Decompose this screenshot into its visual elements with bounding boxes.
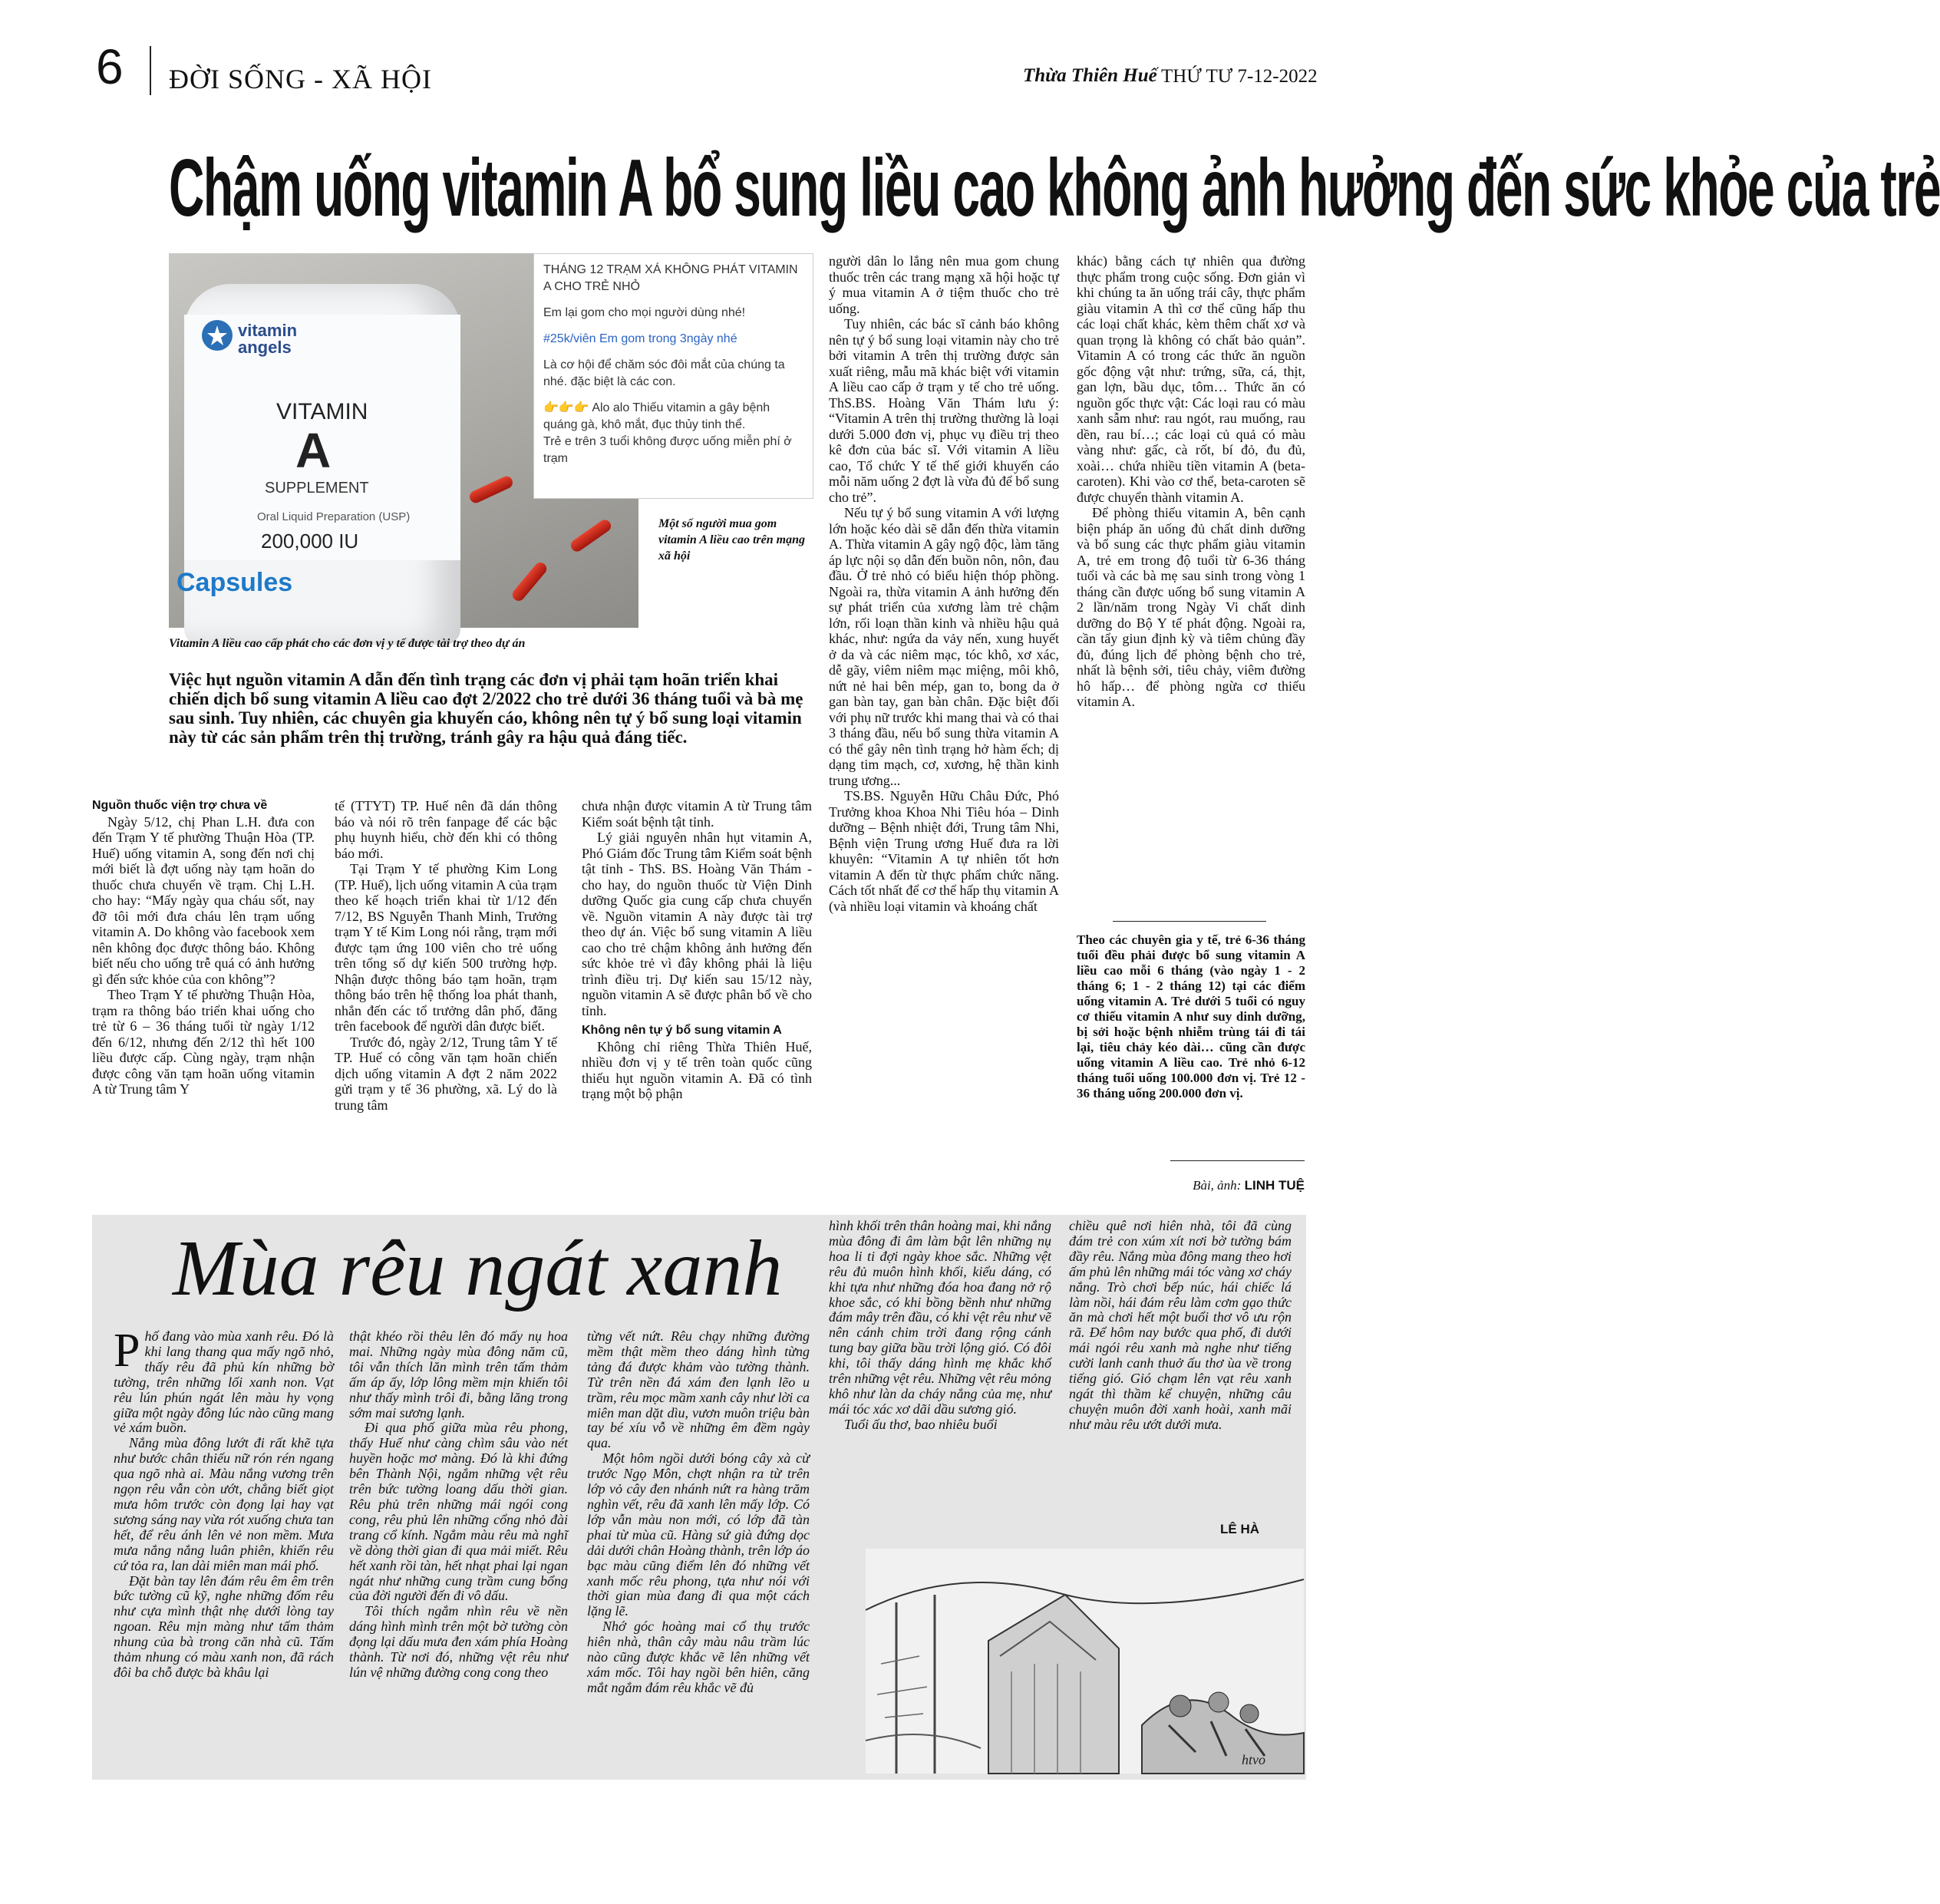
paragraph: Tại Trạm Y tế phường Kim Long (TP. Huế), lịch uống vitamin A của trạm theo kế hoạch triển khai từ 1/12 đến 7/12, BS Nguyễn Thanh Minh, Trưởng trạm Y tế Kim Long nói rằng, trạm mới được tạm ứng 100 viên cho trẻ uống trên tổng số dự kiến 500 trường hợp. Nhận được thông báo tạm hoãn, trạm thông báo trên hệ thống loa phát thanh, nhắn đến các tổ trưởng dân phố, đăng trên facebook để người dân được biết. [335, 861, 557, 1034]
feature-column-3 [587, 1329, 810, 1696]
paragraph: Lý giải nguyên nhân hụt vitamin A, Phó Giám đốc Trung tâm Kiểm soát bệnh tật tỉnh - ThS. BS. Hoàng Văn Thám - cho hay, do nguồn thuốc từ Viện Dinh dưỡng Quốc gia cung cấp chưa chuyển về. Nguồn vitamin A này được tài trợ theo dự án. Việc bổ sung vitamin A liều cao cho trẻ chậm không ảnh hưởng đến sức khỏe trẻ vì đây không phải là liệu trình điều trị. Dự kiến sau 15/12 này, nguồn vitamin A sẽ được phân bổ về cho tỉnh. [582, 830, 812, 1018]
paragraph: Nhớ góc hoàng mai cổ thụ trước hiên nhà, thân cây màu nâu trầm lúc nào cũng được khắc vẽ lên những vết xám mốc. Tôi hay ngồi bên hiên, căng mắt ngắm đám rêu khắc vẽ đủ [587, 1619, 810, 1695]
screenshot-caption: Một số người mua gom vitamin A liều cao trên mạng xã hội [658, 517, 805, 563]
byline-divider [1170, 1160, 1305, 1161]
note-divider [1113, 921, 1266, 922]
bottle-label [177, 315, 460, 597]
paragraph: khác) bằng cách tự nhiên qua đường thực phẩm trong cuộc sống. Đơn giản vì khi chúng ta ăn uống trái cây, thực phẩm giàu vitamin A thì cơ thể cũng hấp thu các loại chất khác, kèm thêm chất xơ và quan trọng là không có chất bảo quản”. Vitamin A có trong các thức ăn nguồn gốc động vật như: trứng, sữa, cá, thịt, gan lợn, bầu dục, tôm… Thức ăn có nguồn gốc thực vật: Các loại rau có màu xanh sẫm như: rau ngót, rau muống, rau dền, rau bí…; các loại củ quả có màu vàng như: gấc, cà rốt, bí đỏ, đu đủ, xoài… chứa nhiều tiền vitamin A (beta-caroten). Khi vào cơ thể, beta-caroten sẽ được chuyển thành vitamin A. [1077, 253, 1305, 505]
section-title: ĐỜI SỐNG - XÃ HỘI [169, 64, 432, 94]
label-supplement: SUPPLEMENT [265, 480, 369, 497]
paragraph: hố đang vào mùa xanh rêu. Đó là khi lang thang qua mấy ngõ nhỏ, thấy rêu đã phủ kín những bờ tường, trên những lối xanh non. Vạt rêu lún phún ngát lên màu hy vọng giữa một ngày đông lúc nào cũng mang vẻ xám buồn. [114, 1328, 334, 1436]
newspaper-name: Thừa Thiên Huế [1023, 65, 1157, 86]
vitamin-angels-logo-icon [201, 319, 233, 351]
bottle-illustration [177, 284, 460, 645]
paragraph: người dân lo lắng nên mua gom chung thuốc trên các trang mạng xã hội hoặc tự ý mua vitamin A ở tiệm thuốc cho trẻ uống. [829, 253, 1059, 316]
article-lead: Việc hụt nguồn vitamin A dẫn đến tình trạng các đơn vị phải tạm hoãn triển khai chiến dịch bổ sung vitamin A liều cao đợt 2/2022 cho trẻ dưới 36 tháng tuổi và bà mẹ sau sinh. Tuy nhiên, các chuyên gia khuyến cáo, không nên tự ý bổ sung loại vitamin này từ các sản phẩm trên thị trường, tránh gây ra hậu quả đáng tiếc. [169, 670, 803, 747]
capsule [467, 474, 514, 505]
paragraph: Tuổi ấu thơ, bao nhiêu buổi [844, 1416, 998, 1432]
paragraph: Trước đó, ngày 2/12, Trung tâm Y tế TP. Huế có công văn tạm hoãn chiến dịch uống vitamin A đợt 2 năm 2022 gửi trạm y tế 36 phường, xã. Lý do là trung tâm [335, 1034, 557, 1113]
feature-column-4 [829, 1219, 1051, 1433]
feature-column-1 [114, 1325, 334, 1681]
paragraph: Để phòng thiếu vitamin A, bên cạnh biện pháp ăn uống đủ chất dinh dưỡng và bổ sung các thực phẩm giàu vitamin A, trẻ em trong độ tuổi từ 6-36 tháng tuổi và các bà mẹ sau sinh trong vòng 1 tháng cần được uống bổ sung vitamin A 2 lần/năm trong Ngày Vi chất dinh dưỡng do Bộ Y tế phát động. Ngoài ra, cần tẩy giun định kỳ và tiêm chủng đầy đủ, đúng lịch để phòng bệnh cho trẻ, nhất là bệnh sởi, tiêu chảy, viêm đường hô hấp… để phòng ngừa cơ thiếu vitamin A. [1077, 505, 1305, 709]
paragraph: Nắng mùa đông lướt đi rất khẽ tựa như bước chân thiếu nữ rón rén ngang qua ngõ nhà ai. Màu nắng vương trên ngọn rêu vẫn còn ướt, chẳng biết giọt mưa hôm trước còn đọng lại hay vạt sương sáng nay vừa rót xuống chưa tan hết, để rêu ánh lên vẻ non mềm. Mưa mưa nắng nắng luân phiên, khiến rêu cứ tỏa ra, lan dài miên man mái phố. [114, 1435, 334, 1573]
feature-column-5 [1069, 1219, 1292, 1433]
capsule [510, 560, 549, 603]
article-column-1 [92, 798, 315, 1097]
label-preparation: Oral Liquid Preparation (USP) [257, 510, 411, 523]
capsule [569, 517, 613, 554]
paragraph: Nếu tự ý bổ sung vitamin A với lượng lớn hoặc kéo dài sẽ dẫn đến thừa vitamin A. Thừa vitamin A gây ngộ độc, làm tăng áp lực nội sọ dẫn đến buồn nôn, nôn, đau đầu. Ở trẻ nhỏ có biểu hiện thóp phồng. Ngoài ra, thừa vitamin A ảnh hưởng đến sự phát triển của xương làm trẻ chậm lớn, rối loạn thần kinh và nhiều hậu quả khác, như: ngứa da vảy nến, xung huyết ở da và các niêm mạc, tóc khô, xơ xác, dễ gãy, viêm niêm mạc miệng, môi khô, nứt nẻ hai bên mép, gan to, bong da ở gan bàn tay, gan bàn chân. Đặc biệt đối với phụ nữ trước khi mang thai và có thai 3 tháng đầu, nếu bổ sung thừa vitamin A có thể gây nên tình trạng hở hàm ếch; dị dạng tim mạch, cơ, xương, hệ thần kinh trung ương... [829, 505, 1059, 788]
label-a: A [295, 423, 332, 478]
screenshot-line: 👉👉👉 Alo alo Thiếu vitamin a gây bệnh quáng gà, khô mắt, đục thủy tinh thể. [543, 401, 770, 431]
feature-title: Mùa rêu ngát xanh [173, 1224, 783, 1312]
drop-cap: P [114, 1325, 140, 1377]
paragraph: TS.BS. Nguyễn Hữu Châu Đức, Phó Trưởng khoa Khoa Nhi Tiêu hóa – Dinh dưỡng – Bệnh nhiệt đới, Trung tâm Nhi, Bệnh viện Trung ương Huế đưa ra lời khuyên: “Vitamin A tự nhiên tốt hơn vitamin A đến từ thực phẩm chức năng. Cách tốt nhất để cơ thể hấp thụ vitamin A (và nhiều loại vitamin và khoáng chất [829, 788, 1059, 914]
paragraph: thật khéo rồi thêu lên đó mấy nụ hoa mai. Những ngày mùa đông năm cũ, tôi vẫn thích lăn mình trên tấm thảm ấm áp ấy, lớp lông mềm mịn khiến tôi như thấy mình trôi đi, bằng lăng trong sớm mai sương lạnh. [349, 1328, 568, 1421]
paragraph: Đặt bàn tay lên đám rêu êm êm trên bức tường cũ kỹ, nghe những đốm rêu như cựa mình thật nhẹ dưới lòng tay ngoan. Rêu mịn màng như tấm thảm nhung của bà trong căn nhà cũ. Tấm thảm nhung có màu xanh non, đã rách đôi ba chỗ được bà khâu lại [114, 1572, 334, 1680]
feature-byline: LÊ HÀ [1220, 1522, 1259, 1536]
screenshot-line: Em lại gom cho mọi người dùng nhé! [543, 306, 746, 319]
expert-note: Theo các chuyên gia y tế, trẻ 6-36 tháng tuổi đều phải được bổ sung vitamin A liều cao mỗi 6 tháng (vào ngày 1 - 2 tháng 6; 1 - 2 tháng 12) tại các điểm uống vitamin A. Trẻ dưới 5 tuổi có nguy cơ thiếu vitamin A như suy dinh dưỡng, bị sởi hoặc bệnh nhiễm trùng tái đi tái lại, tiêu chảy kéo dài… cũng cần được uống vitamin A liều cao. Trẻ nhỏ 6-12 tháng tuổi uống 100.000 đơn vị. Trẻ 12 - 36 tháng uống 200.000 đơn vị. [1077, 932, 1305, 1100]
feature-column-2 [349, 1329, 568, 1681]
screenshot-price: #25k/viên Em gom trong 3ngày nhé [543, 332, 737, 345]
paragraph: hình khối trên thân hoàng mai, khi nắng mùa đông đi âm làm bật lên những nụ hoa li ti đợi ngày khoe sắc. Những vệt rêu đủ muôn hình khối, kiểu dáng, có khi tựa như những đóa hoa đang nở rộ khoe sắc, có khi bồng bềnh như những đám mây trên đầu, có khi vệt rêu như vẽ nên cánh chim trời đang rộng cánh tung bay giữa bầu trời lộng gió. Có đôi khi, tôi thấy dáng hình mẹ khắc khổ trên những vệt rêu. Những vệt rêu mỏng khô như làn da cháy nắng của mẹ, như mái tóc xác xơ dãi dầu sương gió. [829, 1218, 1051, 1417]
paragraph: từng vết nứt. Rêu chạy những đường mềm thật mềm theo dáng hình từng tảng đá được khảm vào tường thành. Từ trên nền đá xám đen lạnh lẽo u trầm, rêu mọc mầm xanh cây như lời ca miên man dặt dìu, vươn muôn triệu bàn tay bé xíu vỗ về những êm đềm ngày qua. [587, 1328, 810, 1451]
article-headline: Chậm uống vitamin A bổ sung liều cao không ảnh hưởng đến sức khỏe của trẻ [169, 142, 1940, 233]
paragraph: Tuy nhiên, các bác sĩ cảnh báo không nên tự ý bổ sung loại vitamin này cho trẻ bởi vitamin A trên thị trường được sản xuất riêng, mẫu mã khác biệt với vitamin A liều cao cấp ở trạm y tế cho trẻ uống. ThS.BS. Hoàng Văn Thám lưu ý: “Vitamin A trên thị trường thường là loại dưới 5.000 đơn vị, phục vụ điều trị theo kê đơn của bác sĩ. Với vitamin A liều cao, Tổ chức Y tế thế giới khuyến cáo mỗi năm uống 2 đợt là vừa đủ để bổ sung cho trẻ”. [829, 316, 1059, 505]
paragraph: chưa nhận được vitamin A từ Trung tâm Kiểm soát bệnh tật tỉnh. [582, 798, 812, 830]
label-vitamin: VITAMIN [276, 399, 368, 424]
artist-signature: htvo [1242, 1752, 1265, 1767]
subheading: Không nên tự ý bổ sung vitamin A [582, 1024, 782, 1037]
article-column-4 [829, 253, 1059, 914]
brand-name: vitamin angels [238, 321, 298, 357]
label-capsules: Capsules [177, 568, 293, 597]
photo-caption: Vitamin A liều cao cấp phát cho các đơn vị y tế được tài trợ theo dự án [169, 637, 526, 650]
paragraph: Theo Trạm Y tế phường Thuận Hòa, trạm ra thông báo triển khai uống cho trẻ từ 6 – 36 tháng tuổi từ ngày 1/12 đến 6/12, nhưng đến 2/12 thì hết 100 liều được cấp. Cùng ngày, trạm nhận được công văn tạm hoãn uống vitamin A từ Trung tâm Y [92, 987, 315, 1097]
paragraph: Đi qua phố giữa mùa rêu phong, thấy Huế như càng chìm sâu vào nét huyền hoặc mơ màng. Đó là khi đứng bên Thành Nội, ngắm những vệt rêu trên bức tường loang dấu thời gian. Rêu phủ trên những mái ngói cong cong, rêu phủ lên những cổng nhỏ đài trang cổ kính. Ngắm màu rêu mà nghĩ về dòng thời gian đi qua mải miết. Rêu hết xanh rồi tàn, hết nhạt phai lại ngan ngát như những cung trầm cung bổng của đời người đến đi vô dấu. [349, 1420, 568, 1604]
paragraph: Không chỉ riêng Thừa Thiên Huế, nhiều đơn vị y tế trên toàn quốc cũng thiếu hụt nguồn vitamin A. Đã có tình trạng một bộ phận [582, 1038, 812, 1101]
article-column-3 [582, 798, 812, 1102]
masthead-divider [150, 46, 151, 95]
issue-date: THỨ TƯ 7-12-2022 [1161, 66, 1318, 87]
paragraph: Ngày 5/12, chị Phan L.H. đưa con đến Trạm Y tế phường Thuận Hòa (TP. Huế) uống vitamin A, song đến nơi chị mới biết là đợt uống này tạm hoãn do thuốc chưa chuyển về trạm. Chị L.H. cho hay: “Mấy ngày qua cháu sốt, nay đỡ tôi mới đưa cháu lên trạm uống vitamin A. Do không vào facebook xem nên không đọc được thông báo. Không biết nếu cho uống trễ quá có ảnh hưởng gì đến sức khỏe của con không”? [92, 813, 315, 987]
article-byline: Bài, ảnh: LINH TUỆ [1193, 1178, 1305, 1193]
paragraph: Một hôm ngồi dưới bóng cây xà cừ trước Ngọ Môn, chợt nhận ra từ trên lớp vỏ cây đen nhánh nứt ra hàng trăm nghìn vết, rêu đã xanh lên mấy lớp. Có lớp vẫn màu non mới, có lớp đã tàn phai từ mùa cũ. Hàng sứ già đứng dọc dải dưới chân Hoàng thành, trên lớp áo bạc màu cũng điểm lên đó những vết xanh mốc rêu phong, tựa như nói với thời gian mùa đang đi qua một cách lặng lẽ. [587, 1450, 810, 1619]
article-column-2 [335, 798, 557, 1113]
subheading: Nguồn thuốc viện trợ chưa về [92, 799, 268, 812]
screenshot-line: Trẻ e trên 3 tuổi không được uống miễn phí ở trạm [543, 435, 792, 465]
feature-illustration [866, 1549, 1304, 1774]
article-column-5 [1077, 253, 1305, 710]
screenshot-line: THÁNG 12 TRẠM XÁ KHÔNG PHÁT VITAMIN A CHO TRẺ NHỎ [543, 263, 798, 293]
page-number: 6 [96, 39, 124, 94]
paragraph: chiều quê nơi hiên nhà, tôi đã cùng đám trẻ con xúm xít nơi bờ tường bám đầy rêu. Nắng mùa đông mang theo hơi ấm phủ lên những mái tóc vàng xơ cháy nắng. Trò chơi bếp núc, hái chiếc lá làm nồi, hái đám rêu làm cơm gạo thức ăn mà chơi hết một buổi thơ vô ưu rộn rã. Để hôm nay bước qua phố, đi dưới mái ngói rêu xanh mà nghe như tiếng cười lanh canh thuở ấu thơ ùa về trong tiếng gió. Gió chạm lên vạt rêu xanh ngát thì thầm kể chuyện, những câu chuyện muôn đời xanh hoài, xanh mãi như màu rêu ướt dưới mưa. [1069, 1218, 1292, 1432]
sketch-drawing [866, 1549, 1304, 1774]
screenshot-line: Là cơ hội để chăm sóc đôi mắt của chúng ta nhé. đặc biệt là các con. [543, 358, 785, 388]
paragraph: Tôi thích ngắm nhìn rêu về nền dáng hình mình trên một bờ tường còn đọng lại dấu mưa đen xám phía Hoàng thành. Từ nơi đó, những vệt rêu như lún vệ những đường cong cong theo [349, 1603, 568, 1680]
paragraph: tế (TTYT) TP. Huế nên đã dán thông báo và nói rõ trên fanpage để các bậc phụ huynh hiểu, chờ đến khi có thông báo mới. [335, 798, 557, 861]
label-dosage: 200,000 IU [261, 530, 359, 553]
social-media-screenshot [533, 253, 813, 499]
